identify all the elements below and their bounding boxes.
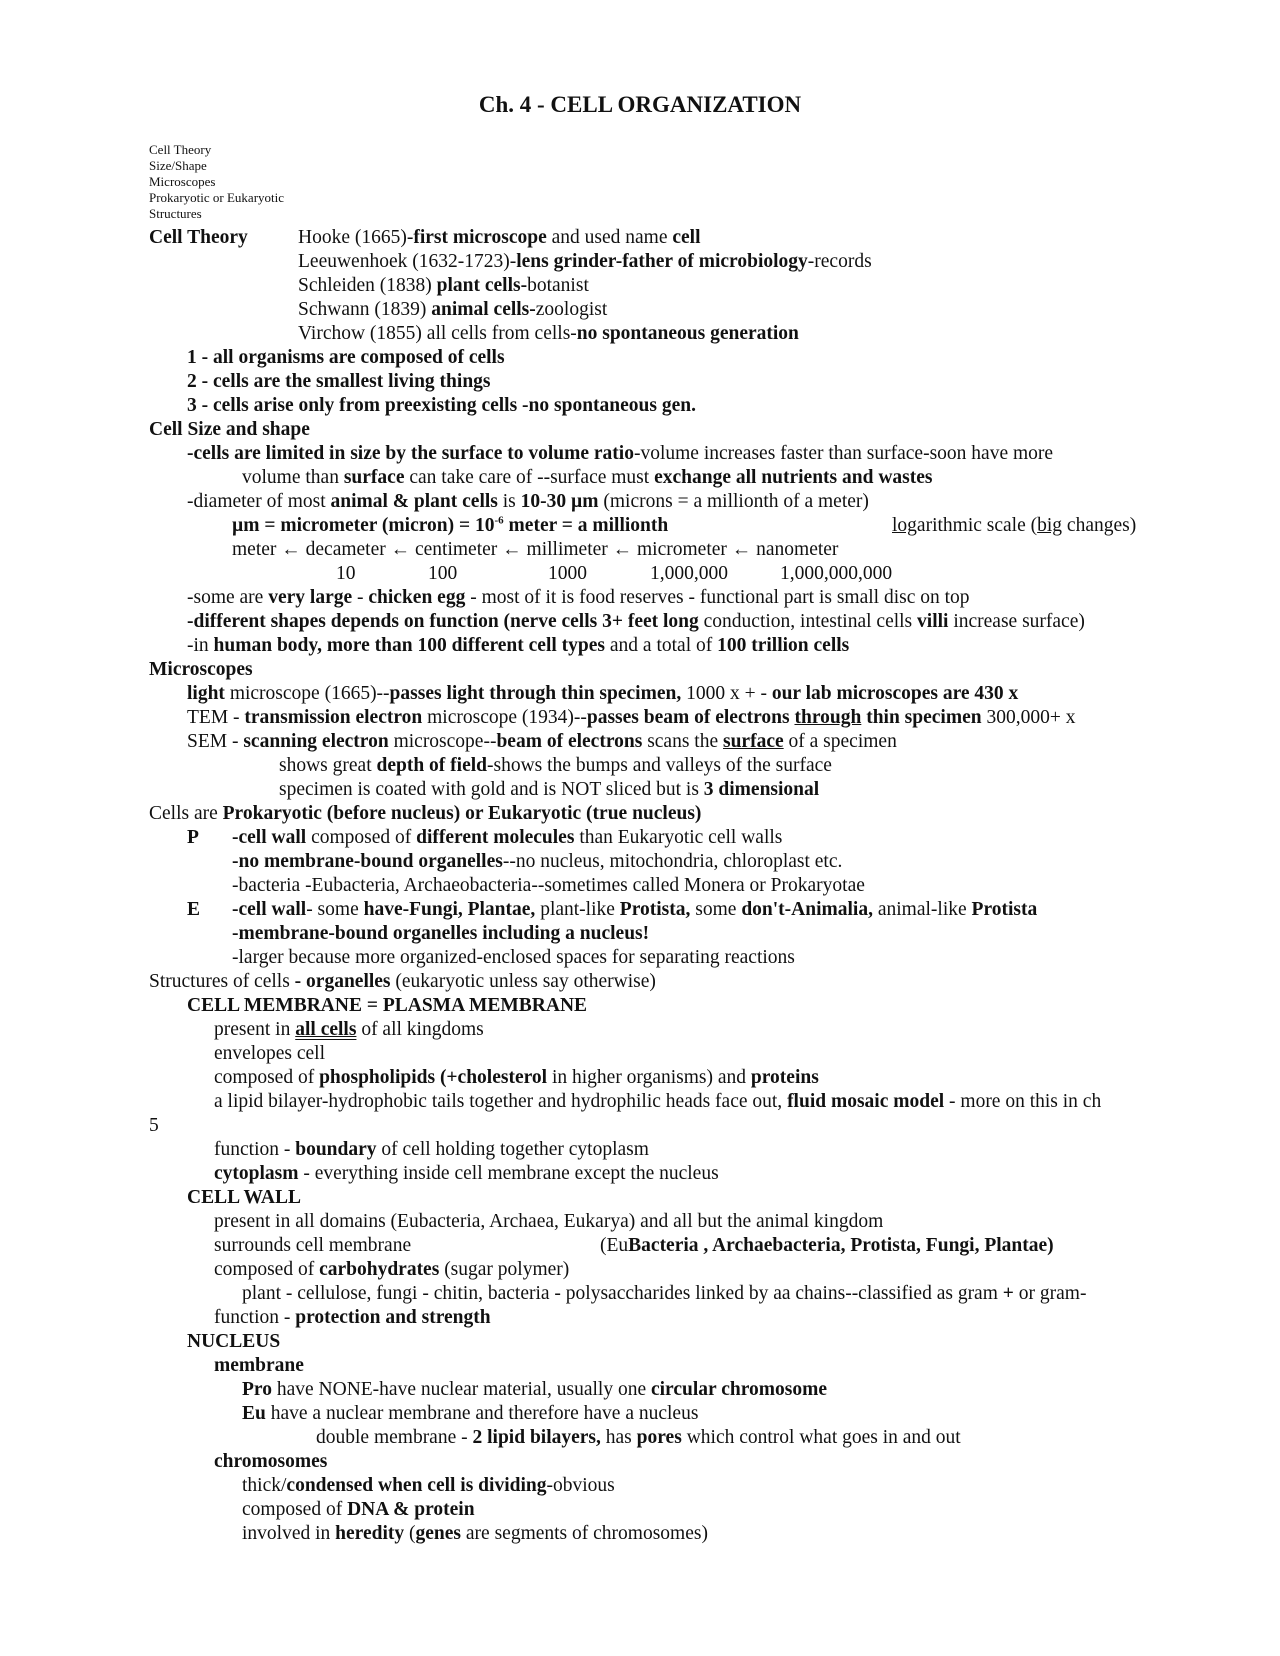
text-run: -records — [807, 251, 872, 272]
text-line — [279, 778, 819, 802]
text-run: 10-30 µm — [520, 491, 599, 512]
toc-item-size-shape: Size/Shape — [149, 158, 207, 173]
text-run: have NONE-have nuclear material, usually one — [271, 1379, 651, 1400]
text-run: envelopes cell — [214, 1043, 325, 1064]
text-run: have-Fungi, Plantae, — [363, 899, 536, 920]
text-line — [336, 562, 356, 586]
text-run: double membrane - — [316, 1427, 473, 1448]
text-run: Microscopes — [149, 659, 253, 680]
text-run: scanning electron — [243, 731, 389, 752]
text-line — [214, 1234, 411, 1258]
text-run: membrane — [214, 1355, 304, 1376]
text-run: 1000 — [548, 563, 587, 584]
text-run: -membrane-bound organelles including a nucleus! — [232, 923, 650, 944]
text-run: 2 lipid bilayers, — [472, 1427, 601, 1448]
text-line — [214, 1042, 325, 1066]
toc-item-structures: Structures — [149, 206, 202, 221]
text-run: 5 — [149, 1115, 159, 1136]
text-run: animal & plant cells — [330, 491, 498, 512]
text-run: and used name — [546, 227, 673, 248]
text-line — [214, 1258, 569, 1282]
text-line — [149, 1114, 159, 1138]
text-run: passes light through thin specimen, — [389, 683, 682, 704]
text-run: heredity — [335, 1523, 405, 1544]
text-run: some — [690, 899, 742, 920]
text-line — [187, 994, 587, 1018]
text-run: 100 — [428, 563, 458, 584]
text-run: a lipid bilayer-hydrophobic tails together and hydrophilic heads face out, — [214, 1091, 788, 1112]
text-run: big — [1037, 515, 1063, 536]
text-line — [279, 754, 832, 778]
text-run: passes beam of electrons — [586, 707, 795, 728]
text-run: shows great — [279, 755, 377, 776]
text-run: meter = a millionth — [503, 515, 669, 536]
text-run: DNA & protein — [347, 1499, 475, 1520]
text-run: different molecules — [416, 827, 575, 848]
text-run: -some are — [187, 587, 269, 608]
text-line — [298, 322, 799, 346]
text-line — [232, 922, 649, 946]
text-run: NUCLEUS — [187, 1331, 281, 1352]
text-run: scans the — [642, 731, 723, 752]
text-run: cell — [672, 227, 701, 248]
text-run: genes — [415, 1523, 462, 1544]
text-line — [232, 538, 838, 562]
text-line — [214, 1450, 327, 1474]
text-line — [214, 1306, 491, 1330]
text-run: phospholipids (+cholesterol — [319, 1067, 548, 1088]
text-run: Virchow (1855) all cells from cells- — [298, 323, 577, 344]
text-run: (Eu — [600, 1235, 629, 1256]
text-run: Structures of cells — [149, 971, 295, 992]
text-run: - some — [306, 899, 364, 920]
text-line — [149, 970, 656, 994]
text-run: of a specimen — [783, 731, 897, 752]
text-run: Cell Theory — [149, 227, 248, 248]
text-line — [149, 418, 310, 442]
text-line — [298, 298, 607, 322]
text-run: ( — [404, 1523, 416, 1544]
text-run: -cell wall — [232, 899, 307, 920]
text-run: µm = micrometer (micron) = 10 — [232, 515, 495, 536]
text-line — [242, 1522, 708, 1546]
text-run: Leeuwenhoek (1632-1723)- — [298, 251, 517, 272]
text-run: in higher organisms) and — [547, 1067, 751, 1088]
text-run: and a total of — [605, 635, 718, 656]
text-line — [892, 514, 1136, 538]
text-run: carbohydrates — [319, 1259, 440, 1280]
text-line — [214, 1090, 1101, 1114]
text-run: lens grinder-father of microbiology — [516, 251, 808, 272]
text-run: or gram- — [1013, 1283, 1087, 1304]
text-run: has — [600, 1427, 637, 1448]
text-line — [548, 562, 587, 586]
text-run: surface — [723, 731, 784, 752]
text-run: increase surface) — [948, 611, 1085, 632]
text-line — [242, 1498, 475, 1522]
text-run: protection and strength — [295, 1307, 491, 1328]
text-run: - organelles — [294, 971, 391, 992]
text-run: depth of field — [376, 755, 487, 776]
text-run: fluid mosaic model — [787, 1091, 945, 1112]
text-line — [187, 610, 1085, 634]
text-run: surrounds cell membrane — [214, 1235, 412, 1256]
text-run: -in — [187, 635, 214, 656]
text-run: boundary — [295, 1139, 377, 1160]
text-run: -volume increases faster than surface-soon have more — [633, 443, 1054, 464]
text-run: --no nucleus, mitochondria, chloroplast etc. — [502, 851, 843, 872]
text-run: pores — [636, 1427, 682, 1448]
text-run: don't-Animalia, — [741, 899, 873, 920]
text-line — [187, 586, 970, 610]
text-line — [187, 898, 200, 922]
text-run: E — [187, 899, 201, 920]
text-run: Protista — [971, 899, 1038, 920]
text-run: microscope (1665)-- — [224, 683, 390, 704]
text-line — [650, 562, 728, 586]
text-run: TEM - — [187, 707, 245, 728]
text-run: surface — [343, 467, 405, 488]
text-run: -cell wall — [232, 827, 307, 848]
text-run: composed of — [306, 827, 417, 848]
text-run: - everything inside cell membrane except the nucleus — [298, 1163, 719, 1184]
text-line — [298, 226, 701, 250]
text-run: botanist — [527, 275, 589, 296]
text-line — [187, 1186, 301, 1210]
text-run: composed of — [214, 1067, 320, 1088]
text-run: proteins — [750, 1067, 819, 1088]
text-line — [214, 1210, 883, 1234]
text-run: composed of — [242, 1499, 348, 1520]
text-run: animal-like — [872, 899, 972, 920]
text-run: SEM - — [187, 731, 244, 752]
text-line — [187, 442, 1053, 466]
text-run: composed of — [214, 1259, 320, 1280]
text-run: -6 — [494, 514, 504, 527]
text-run: present in — [214, 1019, 296, 1040]
text-run: -larger because more organized-enclosed spaces for separating reactions — [232, 947, 795, 968]
text-run: through — [794, 707, 862, 728]
text-run: -bacteria -Eubacteria, Archaeobacteria--sometimes called Monera or Prokaryotae — [232, 875, 865, 896]
text-run: specimen is coated with gold and is NOT sliced but is — [279, 779, 704, 800]
text-run: plant cells- — [436, 275, 528, 296]
text-run: -no membrane-bound organelles — [232, 851, 503, 872]
text-run: CELL WALL — [187, 1187, 301, 1208]
text-line — [214, 1162, 719, 1186]
text-run: Prokaryotic (before nucleus) or Eukaryotic (true nucleus) — [222, 803, 702, 824]
text-line — [232, 898, 1037, 922]
text-run: log — [892, 515, 917, 536]
text-line — [242, 1282, 1086, 1306]
text-run: - more on this in ch — [944, 1091, 1102, 1112]
text-line — [242, 1378, 827, 1402]
text-run: Schwann (1839) — [298, 299, 432, 320]
text-run: present in all domains (Eubacteria, Archaea, Eukarya) and all but the animal kingdom — [214, 1211, 884, 1232]
text-run: (sugar polymer) — [439, 1259, 570, 1280]
text-run: light — [187, 683, 225, 704]
text-line — [214, 1138, 649, 1162]
text-run: 3 dimensional — [703, 779, 820, 800]
text-run: can take care of --surface must — [404, 467, 655, 488]
text-line — [187, 682, 1018, 706]
text-line — [232, 946, 795, 970]
text-run: CELL MEMBRANE = PLASMA MEMBRANE — [187, 995, 588, 1016]
text-run: meter ← decameter ← centimeter ← millimeter ← micrometer ← nanometer — [232, 539, 839, 560]
text-line — [232, 850, 842, 874]
text-run: beam of electrons — [496, 731, 643, 752]
text-run: 1000 x + - — [681, 683, 772, 704]
text-run: -diameter of most — [187, 491, 331, 512]
text-line — [232, 514, 668, 538]
text-run: - — [352, 587, 369, 608]
text-run: -shows the bumps and valleys of the surface — [487, 755, 832, 776]
text-line — [214, 1066, 819, 1090]
text-run: Pro — [242, 1379, 272, 1400]
text-run: transmission electron — [244, 707, 423, 728]
text-line — [214, 1018, 484, 1042]
text-run: which control what goes in and out — [681, 1427, 961, 1448]
text-run: have a nuclear membrane and therefore have a nucleus — [265, 1403, 699, 1424]
text-line — [232, 874, 865, 898]
text-line — [187, 346, 505, 370]
text-run: 1 - all organisms are composed of cells — [187, 347, 505, 368]
text-run: involved in — [242, 1523, 336, 1544]
text-run: is — [497, 491, 521, 512]
text-run: exchange all nutrients and wastes — [654, 467, 933, 488]
text-run: plant-like — [535, 899, 620, 920]
text-run: than Eukaryotic cell walls — [574, 827, 783, 848]
toc-item-prokaryotic-eukaryotic: Prokaryotic or Eukaryotic — [149, 190, 285, 205]
text-run: cytoplasm — [214, 1163, 299, 1184]
text-run: of cell holding together cytoplasm — [376, 1139, 649, 1160]
text-run: are segments of chromosomes) — [461, 1523, 708, 1544]
text-line — [428, 562, 457, 586]
text-run: very large — [268, 587, 353, 608]
text-run: (eukaryotic unless say otherwise) — [390, 971, 656, 992]
text-line — [149, 226, 248, 250]
text-run: - most of it is food reserves - functional part is small disc on top — [465, 587, 970, 608]
text-run: zoologist — [535, 299, 608, 320]
text-line — [214, 1354, 304, 1378]
text-line — [187, 394, 696, 418]
text-line — [316, 1426, 961, 1450]
text-run: of all kingdoms — [356, 1019, 484, 1040]
text-run: 100 trillion cells — [717, 635, 850, 656]
text-line — [780, 562, 892, 586]
text-line — [187, 730, 897, 754]
toc-item-cell-theory: Cell Theory — [149, 142, 212, 157]
text-run: thick/ — [242, 1475, 287, 1496]
text-line — [187, 370, 491, 394]
text-run: no spontaneous generation — [576, 323, 799, 344]
text-run: Eu — [242, 1403, 266, 1424]
text-run: function - — [214, 1139, 296, 1160]
text-run: + — [1002, 1283, 1014, 1304]
text-run: microscope (1934)-- — [422, 707, 587, 728]
text-run: first microscope — [413, 227, 547, 248]
text-line — [149, 802, 701, 826]
text-run: P — [187, 827, 199, 848]
text-run: conduction, intestinal cells — [698, 611, 918, 632]
text-run: chicken egg — [368, 587, 466, 608]
text-line — [187, 634, 849, 658]
text-run: 300,000+ x — [981, 707, 1076, 728]
text-run: Cells are — [149, 803, 223, 824]
text-run: volume than — [242, 467, 344, 488]
text-run: arithmic scale ( — [916, 515, 1038, 536]
text-run: 3 - cells arise only from preexisting cells -no spontaneous gen. — [187, 395, 696, 416]
text-line — [298, 274, 589, 298]
page-title: Ch. 4 - CELL ORGANIZATION — [478, 92, 802, 117]
text-line — [232, 826, 782, 850]
text-run: our lab microscopes are 430 x — [771, 683, 1019, 704]
text-run: Bacteria , Archaebacteria, Protista, Fungi, Plantae) — [628, 1235, 1054, 1256]
text-run: Hooke (1665)- — [298, 227, 414, 248]
text-run: function - — [214, 1307, 296, 1328]
text-run: plant - cellulose, fungi - chitin, bacteria - polysaccharides linked by aa chains--classified as gram — [242, 1283, 1003, 1304]
text-line — [242, 1474, 615, 1498]
text-run: (microns = a millionth of a meter) — [598, 491, 869, 512]
text-run: circular chromosome — [650, 1379, 827, 1400]
text-run: all cells — [295, 1019, 357, 1040]
text-line — [187, 706, 1075, 730]
toc-item-microscopes: Microscopes — [149, 174, 216, 189]
text-run: -different shapes depends on function (nerve cells 3+ feet long — [187, 611, 699, 632]
text-run: Schleiden (1838) — [298, 275, 437, 296]
text-line — [187, 490, 869, 514]
text-run: thin specimen — [861, 707, 982, 728]
text-run: -cells are limited in size by the surface to volume ratio — [187, 443, 634, 464]
text-line — [187, 1330, 280, 1354]
text-line — [187, 826, 199, 850]
text-line — [600, 1234, 1054, 1258]
text-run: animal cells- — [431, 299, 536, 320]
text-line — [242, 1402, 698, 1426]
text-run: 1,000,000,000 — [780, 563, 893, 584]
text-run: human body, more than 100 different cell types — [213, 635, 606, 656]
text-run: villi — [917, 611, 949, 632]
text-run: changes) — [1062, 515, 1137, 536]
text-run: 1,000,000 — [650, 563, 728, 584]
text-line — [242, 466, 933, 490]
text-run: condensed when cell is dividing — [286, 1475, 547, 1496]
text-line — [298, 250, 872, 274]
text-run: -obvious — [546, 1475, 615, 1496]
text-run: Protista, — [619, 899, 691, 920]
text-run: Cell Size and shape — [149, 419, 310, 440]
text-run: 10 — [336, 563, 356, 584]
text-run: 2 - cells are the smallest living things — [187, 371, 491, 392]
text-line — [149, 658, 253, 682]
text-run: microscope-- — [388, 731, 497, 752]
text-run: chromosomes — [214, 1451, 328, 1472]
